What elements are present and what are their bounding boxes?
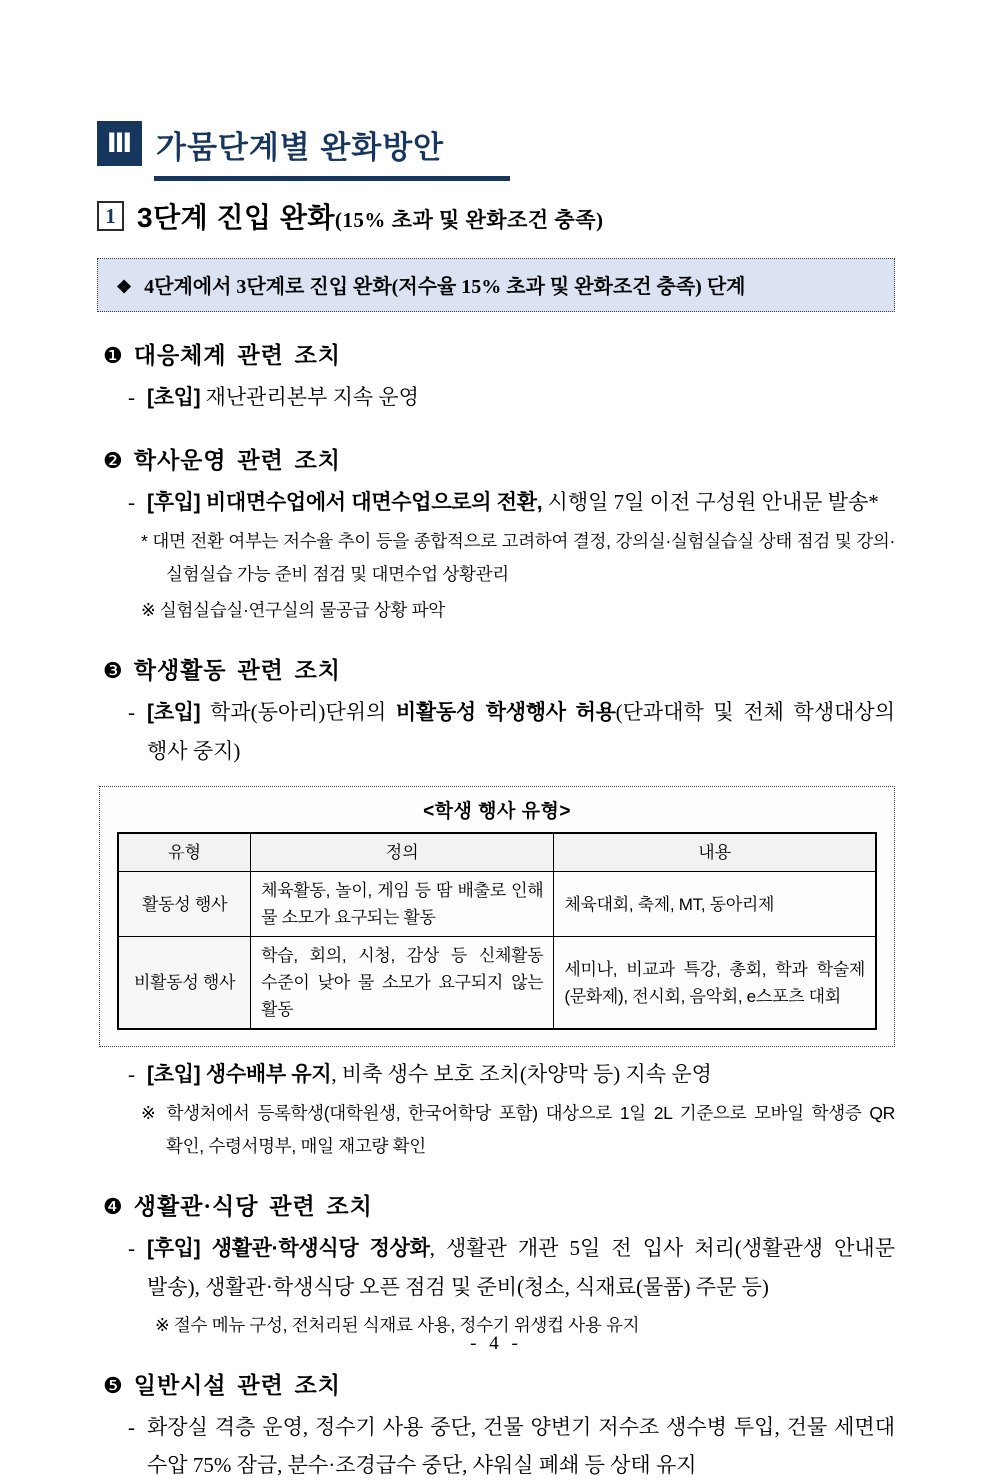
col-header-type: 유형 <box>118 833 251 872</box>
dash-bullet: - <box>128 700 135 724</box>
section-2-note-star: * 대면 전환 여부는 저수율 추이 등을 종합적으로 고려하여 결정, 강의실·실험실습실 상태 점검 및 강의·실험실습 가능 준비 점검 및 대면수업 상황관리 <box>141 531 895 584</box>
row-1-content: 체육대회, 축제, MT, 동아리제 <box>554 872 876 937</box>
section-4-item-rest: , 생활관 개관 5일 전 입사 처리(생활관생 안내문 발송), 생활관·학생식당 오픈 점검 및 준비(청소, 식재료(물품) 주문 등) <box>147 1236 896 1299</box>
table-row <box>118 872 876 937</box>
chapter-title-underline <box>154 121 510 181</box>
section-2-note-ref: ※ 실험실습실·연구실의 물공급 상황 파악 <box>141 600 445 620</box>
section-3-item-mid: 학과(동아리)단위의 <box>200 700 396 724</box>
dash-bullet: - <box>128 385 135 409</box>
event-type-table-box <box>99 786 895 1047</box>
section-3-item-2-rest: , 비축 생수 보호 조치(차양막 등) 지속 운영 <box>331 1062 712 1086</box>
tag-choip: [초입] <box>147 701 201 724</box>
section-3-item-2 <box>128 1055 895 1094</box>
section-1-title <box>103 337 895 370</box>
row-1-definition: 체육활동, 놀이, 게임 등 땀 배출로 인해 물 소모가 요구되는 활동 <box>251 872 554 937</box>
section-3-item-rest: (단과대학 및 전체 학생대상의 행사 중지) <box>147 700 895 763</box>
section-4-title <box>103 1188 895 1221</box>
section-1-item-rest: 재난관리본부 지속 운영 <box>200 385 419 409</box>
table-header-row <box>118 833 876 872</box>
section-5-title-text: 일반시설 관련 조치 <box>133 1373 341 1398</box>
section-1-item <box>128 378 895 417</box>
subsection-condition: (15% 초과 및 완화조건 충족) <box>334 208 604 232</box>
tag-huip-dorm: [후입] 생활관·학생식당 정상화 <box>147 1237 430 1260</box>
circled-1-icon: ❶ <box>103 344 123 369</box>
section-2-item-text <box>147 483 895 522</box>
section-5-item <box>128 1408 895 1484</box>
section-5-item-text: 화장실 격층 운영, 정수기 사용 중단, 건물 양변기 저수조 생수병 투입, 건물 세면대 수압 75% 잠금, 분수·조경급수 중단, 샤워실 폐쇄 등 상태 유지 <box>147 1415 895 1477</box>
section-1-item-text <box>147 378 895 417</box>
section-3-item <box>128 693 895 770</box>
section-2-title-text: 학사운영 관련 조치 <box>133 448 341 473</box>
dash-bullet: - <box>128 490 135 514</box>
section-3-title <box>103 652 895 685</box>
circled-2-icon: ❷ <box>103 449 123 474</box>
row-2-content: 세미나, 비교과 특강, 총회, 학과 학술제(문화제), 전시회, 음악회, e스포츠 대회 <box>554 937 876 1030</box>
tag-choip: [초입] <box>147 386 201 409</box>
row-2-definition: 학습, 회의, 시청, 감상 등 신체활동 수준이 낮아 물 소모가 요구되지 않는 활동 <box>251 937 554 1030</box>
section-4-title-text: 생활관·식당 관련 조치 <box>133 1194 373 1219</box>
tag-huip: [후입] 비대면수업에서 대면수업으로의 전환, <box>147 491 543 514</box>
tag-choip-water: [초입] 생수배부 유지 <box>147 1063 332 1086</box>
section-2-title <box>103 442 895 475</box>
section-4-item-text <box>147 1229 895 1306</box>
dash-bullet: - <box>128 1062 135 1086</box>
col-header-definition: 정의 <box>251 833 554 872</box>
row-2-type: 비활동성 행사 <box>118 937 251 1030</box>
dash-bullet: - <box>128 1415 135 1439</box>
section-1-title-text: 대응체계 관련 조치 <box>133 343 341 368</box>
section-3-item-2-text <box>147 1055 895 1094</box>
chapter-title: 가뭄단계별 완화방안 <box>156 130 445 165</box>
diamond-icon: ❖ <box>116 277 133 297</box>
subsection-number-box: 1 <box>97 201 124 231</box>
subsection-title: 3단계 진입 완화 <box>137 202 335 233</box>
section-4-item <box>128 1229 895 1306</box>
page-number: - 4 - <box>470 1333 522 1354</box>
col-header-content: 내용 <box>554 833 876 872</box>
table-row <box>118 937 876 1030</box>
section-header <box>97 121 895 181</box>
section-5-title <box>103 1367 895 1400</box>
section-3-title-text: 학생활동 관련 조치 <box>133 658 341 683</box>
summary-callout <box>97 258 895 312</box>
section-2-item-rest: 시행일 7일 이전 구성원 안내문 발송* <box>542 490 879 514</box>
circled-3-icon: ❸ <box>103 659 123 684</box>
event-type-table-title: <학생 행사 유형> <box>423 801 571 822</box>
section-3-note-ref: ※ 학생처에서 등록학생(대학원생, 한국어학당 포함) 대상으로 1일 2L 기준으로 모바일 학생증 QR 확인, 수령서명부, 매일 재고량 확인 <box>141 1103 895 1156</box>
event-type-table <box>117 832 877 1030</box>
summary-callout-text: 4단계에서 3단계로 진입 완화(저수율 15% 초과 및 완화조건 충족) 단계 <box>144 276 746 298</box>
section-2-item <box>128 483 895 522</box>
dash-bullet: - <box>128 1236 135 1260</box>
circled-4-icon: ❹ <box>103 1195 123 1220</box>
subsection-header <box>97 196 895 236</box>
row-1-type: 활동성 행사 <box>118 872 251 937</box>
circled-5-icon: ❺ <box>103 1374 123 1399</box>
chapter-number-badge: Ⅲ <box>97 121 142 166</box>
section-4-note-ref: ※ 절수 메뉴 구성, 전처리된 식재료 사용, 정수기 위생컵 사용 유지 <box>155 1315 640 1335</box>
section-3-item-text <box>147 693 895 770</box>
section-3-item-emphasis: 비활동성 학생행사 허용 <box>395 701 616 724</box>
